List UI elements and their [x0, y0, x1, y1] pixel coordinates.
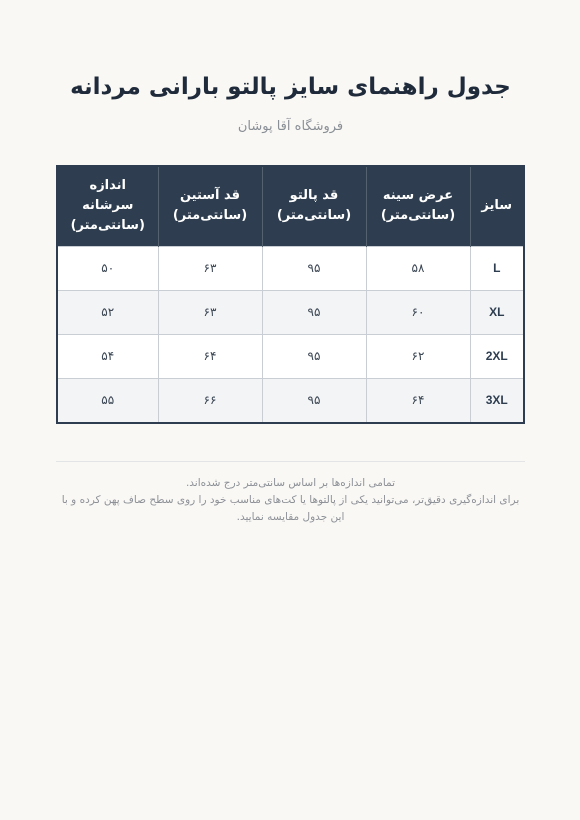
size-table	[56, 165, 525, 424]
cell-sleeve-length: ۶۶	[158, 378, 262, 423]
cell-size: L	[470, 246, 524, 290]
page-title: جدول راهنمای سایز پالتو بارانی مردانه	[70, 74, 511, 100]
table-row	[57, 246, 524, 290]
footer-note-line-1: تمامی اندازه‌ها بر اساس سانتی‌متر درج شده‌اند.	[185, 476, 396, 489]
header-size-label: سایز	[481, 198, 513, 214]
cell-coat-length: ۹۵	[262, 290, 366, 334]
cell-sleeve-length: ۶۳	[158, 246, 262, 290]
header-sleeve-length-label: قد آستین	[179, 188, 241, 204]
cell-chest-width: ۵۸	[366, 246, 470, 290]
cell-chest-width: ۶۰	[366, 290, 470, 334]
header-sleeve-length	[158, 166, 262, 246]
header-shoulder-label-2: سرشانه	[82, 198, 134, 214]
cell-coat-length: ۹۵	[262, 334, 366, 378]
table-row	[57, 378, 524, 423]
header-shoulder-label: اندازه	[89, 178, 126, 194]
size-guide-page	[56, 0, 525, 526]
header-shoulder	[57, 166, 158, 246]
cell-coat-length: ۹۵	[262, 246, 366, 290]
cell-coat-length: ۹۵	[262, 378, 366, 423]
footer-note-line-2: برای اندازه‌گیری دقیق‌تر، می‌توانید یکی از پالتوها یا کت‌های مناسب خود را روی سطح صاف پهن کرده و با	[61, 493, 520, 506]
header-shoulder-unit: (سانتی‌متر)	[70, 218, 145, 234]
footer-note-line-3: این جدول مقایسه نمایید.	[236, 510, 345, 523]
cell-shoulder: ۵۵	[57, 378, 158, 423]
table-header-row	[57, 166, 524, 246]
cell-sleeve-length: ۶۴	[158, 334, 262, 378]
footer-divider	[56, 461, 525, 462]
cell-sleeve-length: ۶۳	[158, 290, 262, 334]
footer-note	[56, 475, 525, 526]
header-coat-length-label: قد پالتو	[289, 188, 339, 204]
header-chest-width	[366, 166, 470, 246]
cell-shoulder: ۵۴	[57, 334, 158, 378]
header-sleeve-length-unit: (سانتی‌متر)	[172, 208, 248, 224]
header-coat-length	[262, 166, 366, 246]
header-chest-width-label: عرض سینه	[382, 188, 454, 204]
cell-size: 2XL	[470, 334, 524, 378]
table-row	[57, 290, 524, 334]
header-coat-length-unit: (سانتی‌متر)	[276, 208, 352, 224]
cell-size: XL	[470, 290, 524, 334]
cell-chest-width: ۶۲	[366, 334, 470, 378]
cell-chest-width: ۶۴	[366, 378, 470, 423]
cell-size: 3XL	[470, 378, 524, 423]
header-chest-width-unit: (سانتی‌متر)	[380, 208, 456, 224]
cell-shoulder: ۵۰	[57, 246, 158, 290]
cell-shoulder: ۵۲	[57, 290, 158, 334]
table-row	[57, 334, 524, 378]
store-name: فروشگاه آقا پوشان	[237, 119, 344, 134]
header-size	[470, 166, 524, 246]
